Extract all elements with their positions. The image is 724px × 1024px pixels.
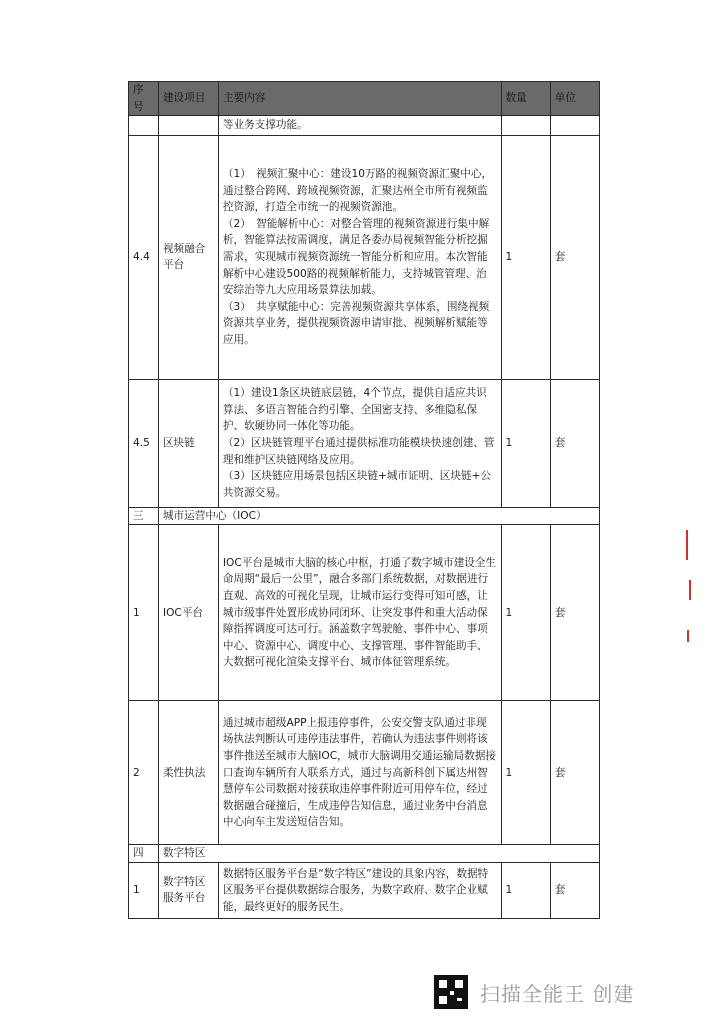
cell-empty xyxy=(501,116,550,136)
row-qty: 1 xyxy=(501,525,550,701)
table-header-row xyxy=(129,82,600,116)
content-paragraph: （1） 视频汇聚中心：建设10万路的视频资源汇聚中心，通过整合跨网、跨域视频资源，汇聚达州全市所有视频监控资源，打造全市统一的视频资源池。 xyxy=(222,168,493,214)
watermark-text: 扫描全能王 创建 xyxy=(480,981,635,1006)
row-no: 1 xyxy=(129,862,159,918)
row-unit: 套 xyxy=(550,379,599,507)
section-title: 数字特区 xyxy=(158,845,599,863)
continued-text: 等业务支撑功能。 xyxy=(218,116,501,136)
content-paragraph: （3） 共享赋能中心：完善视频资源共享体系，围绕视频资源共享业务，提供视频资源申请审批、视频解析赋能等应用。 xyxy=(222,300,490,346)
header-content: 主要内容 xyxy=(218,82,501,116)
row-item: 柔性执法 xyxy=(158,701,218,845)
table-row xyxy=(129,701,600,845)
row-qty: 1 xyxy=(501,379,550,507)
row-no: 2 xyxy=(129,701,159,845)
row-no: 4.5 xyxy=(129,379,159,507)
row-item: 区块链 xyxy=(158,379,218,507)
header-item: 建设项目 xyxy=(158,82,218,116)
cell-empty xyxy=(129,116,159,136)
row-item: 数字特区服务平台 xyxy=(158,862,218,918)
row-content xyxy=(218,379,501,507)
section-row-digital-zone xyxy=(129,845,600,863)
cell-empty xyxy=(158,116,218,136)
content-paragraph: （2） 智能解析中心：对整合管理的视频资源进行集中解析，智能算法按需调度，满足各委办局视频智能分析挖掘需求，实现城市视频资源统一智能分析和应用。本次智能解析中心建设500路的视频解析能力，支持城管管理、治安综治等九大应用场景算法加载。 xyxy=(222,217,490,297)
table-row-continued xyxy=(129,116,600,136)
table-row xyxy=(129,379,600,507)
row-content: 通过城市超级APP上报违停事件，公安交警支队通过非现场执法判断认可违停违法事件，若确认为违法事件则将该事件推送至城市大脑IOC，城市大脑调用交通运输局数据接口查询车辆所有人联系方式，通过与高新科创下属达州智慧停车公司数据对接获取违停事件附近可用停车位，经过数据融合碰撞后，生成违停告知信息，通过业务中台消息中心向车主发送短信告知。 xyxy=(218,701,501,845)
row-unit: 套 xyxy=(550,135,599,379)
red-seal-edge-mark xyxy=(686,530,692,650)
content-paragraph: （2）区块链管理平台通过提供标准功能模块快速创建、管理和维护区块链网络及应用。 xyxy=(222,436,495,466)
qr-code-icon xyxy=(434,975,468,1009)
table-row xyxy=(129,862,600,918)
header-unit: 单位 xyxy=(550,82,599,116)
row-content: 数据特区服务平台是“数字特区”建设的具象内容，数据特区服务平台提供数据综合服务，为数字政府、数字企业赋能，最终更好的服务民生。 xyxy=(218,862,501,918)
row-unit: 套 xyxy=(550,525,599,701)
row-unit: 套 xyxy=(550,862,599,918)
table-row xyxy=(129,525,600,701)
row-qty: 1 xyxy=(501,862,550,918)
row-content xyxy=(218,135,501,379)
row-qty: 1 xyxy=(501,701,550,845)
table-row xyxy=(129,135,600,379)
row-item: 视频融合平台 xyxy=(158,135,218,379)
section-no: 三 xyxy=(129,507,159,525)
content-paragraph: （3）区块链应用场景包括区块链+城市证明、区块链+公共资源交易。 xyxy=(222,470,492,499)
spec-table xyxy=(128,81,600,919)
header-no: 序号 xyxy=(129,82,159,116)
header-qty: 数量 xyxy=(501,82,550,116)
cell-empty xyxy=(550,116,599,136)
row-content: IOC平台是城市大脑的核心中枢，打通了数字城市建设全生命周期“最后一公里”，融合多部门系统数据，对数据进行直观、高效的可视化呈现，让城市运行变得可知可感，让城市级事件处置形成协同闭环、让突发事件和重大活动保障指挥调度可达可行。涵盖数字驾驶舱、事件中心、事项中心、资源中心、调度中心、支撑管理、事件智能助手、大数据可视化渲染支撑平台、城市体征管理系统。 xyxy=(218,525,501,701)
row-item: IOC平台 xyxy=(158,525,218,701)
row-no: 1 xyxy=(129,525,159,701)
content-paragraph: （1）建设1条区块链底层链，4个节点，提供自适应共识算法、多语言智能合约引擎、全国密支持、多维隐私保护、软硬协同一体化等功能。 xyxy=(222,387,487,433)
row-no: 4.4 xyxy=(129,135,159,379)
section-no: 四 xyxy=(129,845,159,863)
section-title: 城市运营中心（IOC） xyxy=(158,507,599,525)
section-row-ioc xyxy=(129,507,600,525)
scanner-watermark xyxy=(434,972,694,1012)
row-unit: 套 xyxy=(550,701,599,845)
row-qty: 1 xyxy=(501,135,550,379)
